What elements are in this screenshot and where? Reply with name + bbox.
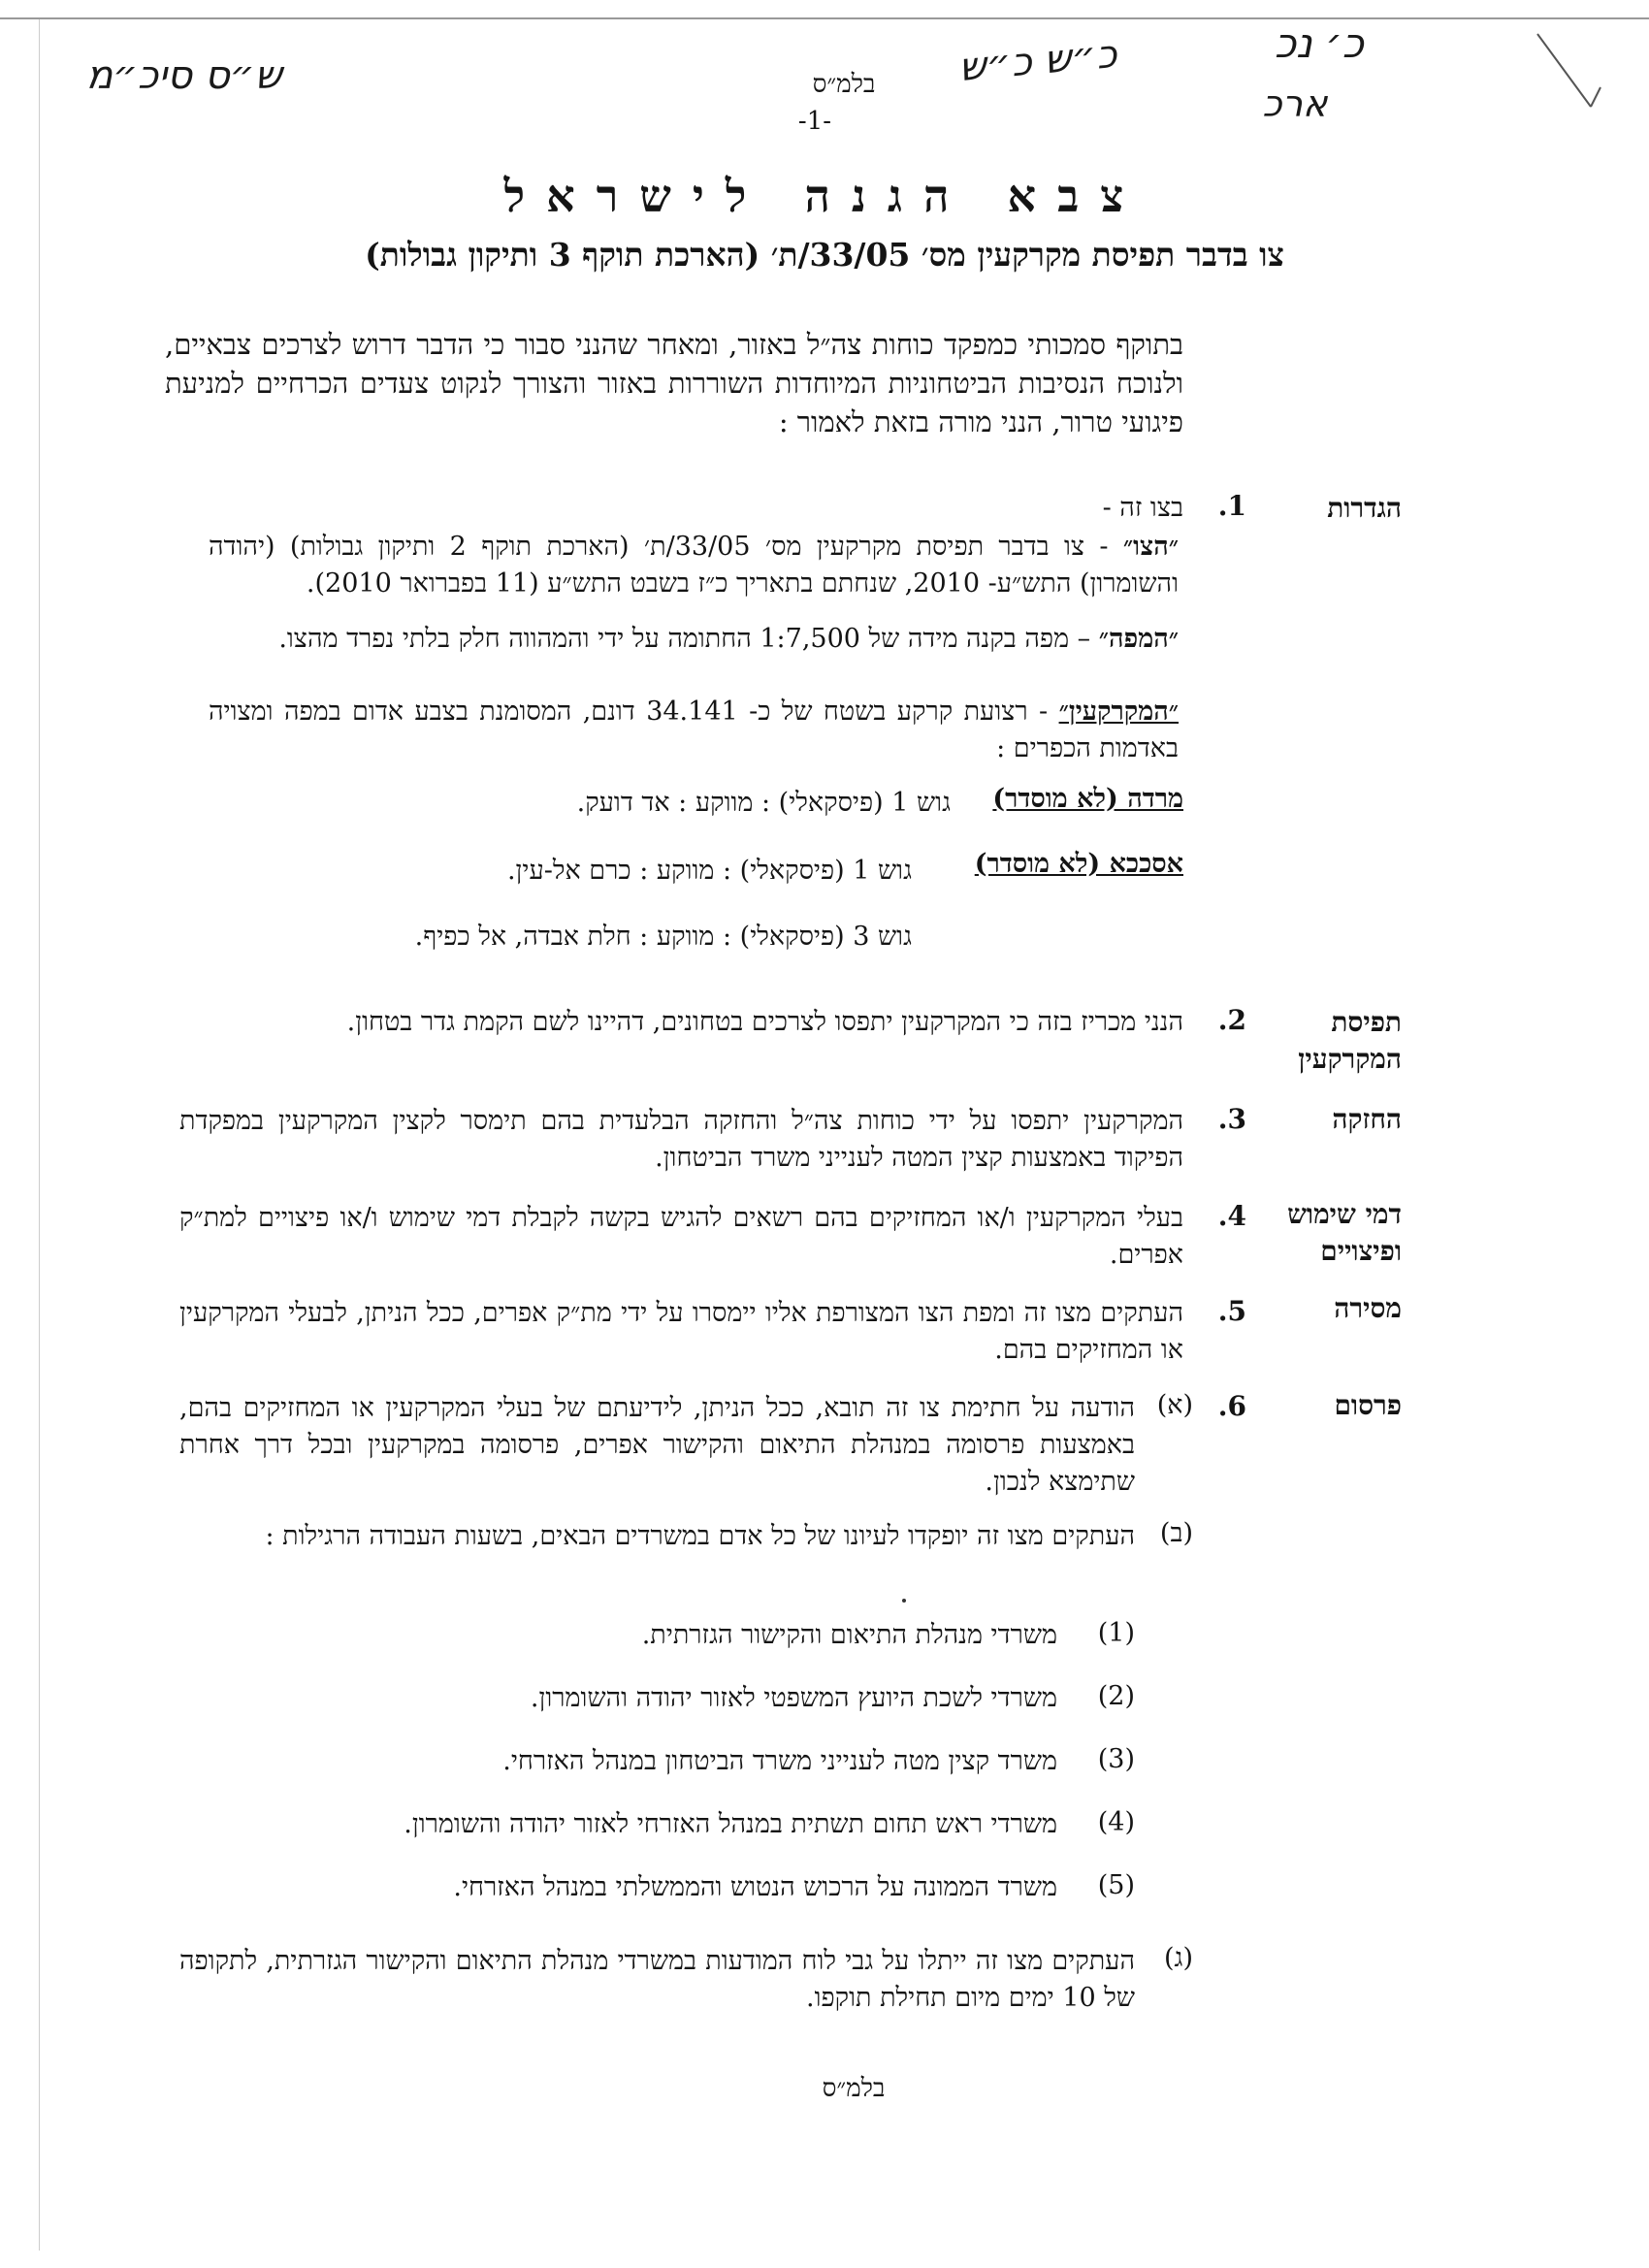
section-6b-text: העתקים מצו זה יופקדו לעיונו של כל אדם במשרדים הבאים, בשעות העבודה הרגילות : <box>265 1521 1135 1551</box>
preamble-paragraph: בתוקף סמכותי כמפקד כוחות צה״ל באזור, ומאחר שהנני סבור כי הדבר דרוש לצרכים צבאיים, ולנוכח הנסיבות הביטחוניות המיוחדות השוררות באזור והצורך לנקוט צעדים הכרחיים למניעת פיגועי טרור, הנני מורה בזאת לאמור : <box>165 328 1183 438</box>
village-marda-name: מרדה (לא מוסדר) <box>992 784 1183 814</box>
list-item-label: (1) <box>1097 1618 1135 1648</box>
scan-edge-left <box>39 19 40 2251</box>
list-item-label: (4) <box>1097 1807 1135 1837</box>
village-marda-detail: גוש 1 (פיסקאלי) : מווקע : אד דועק. <box>576 788 951 818</box>
handwritten-note-top-right-2: ארכ <box>1262 82 1328 125</box>
list-item-text: משרד קצין מטה לענייני משרד הביטחון במנהל האזרחי. <box>502 1746 1057 1776</box>
section-5-title: מסירה <box>1334 1292 1402 1324</box>
definition-land-term: ״המקרקעין״ <box>1058 697 1180 727</box>
list-item-label: (5) <box>1097 1870 1135 1900</box>
section-6c-text: העתקים מצו זה ייתלו על גבי לוח המודעות במשרדי מנהלת התיאום והקישור הגזרתית, לתקופה של 10 ימים מיום תחילת תוקפו. <box>179 1946 1135 2013</box>
section-1-intro: בצו זה - <box>1102 493 1183 523</box>
section-6a-label: (א) <box>1156 1390 1193 1420</box>
list-item-label: (3) <box>1097 1744 1135 1774</box>
section-6a-text: הודעה על חתימת צו זה תובא, ככל הניתן, לידיעתם של בעלי המקרקעין או המחזיקים בהם, באמצעות פרסומה במנהלת התיאום והקישור אפרים, פרסומה במקרקעין ובכל דרך אחרת שתימצא לנכון. <box>179 1393 1135 1497</box>
list-item-text: משרדי מנהלת התיאום והקישור הגזרתית. <box>641 1620 1057 1650</box>
section-6-title: פרסום <box>1334 1389 1402 1421</box>
handwritten-note-top-left: ש״ס סיכ״מ <box>86 53 282 98</box>
section-1-number: 1. <box>1217 490 1246 522</box>
definition-order <box>209 529 1179 602</box>
list-item-text: משרדי לשכת היועץ המשפטי לאזור יהודה והשומרון. <box>530 1683 1057 1713</box>
section-3-text: המקרקעין יתפסו על ידי כוחות צה״ל והחזקה הבלעדית בהם תימסר לקצין המקרקעין במפקדת הפיקוד באמצעות קצין המטה לענייני משרד הביטחון. <box>179 1106 1183 1173</box>
list-item-label: (2) <box>1097 1681 1135 1711</box>
handwritten-note-top-middle: כ״ש כ״ש <box>956 31 1119 91</box>
section-6b-label: (ב) <box>1159 1518 1193 1548</box>
section-4-number: 4. <box>1217 1200 1246 1232</box>
document-subtitle: צו בדבר תפיסת מקרקעין מס׳ 33/05/ת׳ (הארכת תוקף 3 ותיקון גבולות) <box>365 236 1284 274</box>
section-2-number: 2. <box>1217 1004 1246 1036</box>
pen-stroke-mark <box>1533 29 1610 126</box>
definition-land <box>209 694 1179 767</box>
definition-order-text: - צו בדבר תפיסת מקרקעין מס׳ 33/05/ת׳ (הארכת תוקף 2 ותיקון גבולות) (יהודה והשומרון) התש״ע- 2010, שנחתם בתאריך כ״ז בשבט התש״ע (11 בפברואר 2010). <box>209 532 1179 599</box>
handwritten-note-top-right-1: כ׳ נכ <box>1274 19 1365 67</box>
section-3-title: החזקה <box>1332 1103 1402 1135</box>
section-2-text: הנני מכריז בזה כי המקרקעין יתפסו לצרכים בטחונים, דהיינו לשם הקמת גדר בטחון. <box>346 1007 1183 1037</box>
header-classification: בלמ״ס <box>812 70 876 99</box>
section-5-number: 5. <box>1217 1295 1246 1327</box>
section-1-title: הגדרות <box>1327 492 1402 524</box>
section-3-number: 3. <box>1217 1103 1246 1135</box>
section-6c-label: (ג) <box>1164 1943 1193 1973</box>
section-4-text: בעלי המקרקעין ו/או המחזיקים בהם רשאים להגיש בקשה לקבלת דמי שימוש ו/או פיצויים למת״ק אפרים. <box>179 1203 1183 1270</box>
list-item-text: משרד הממונה על הרכוש הנטוש והממשלתי במנהל האזרחי. <box>453 1872 1057 1902</box>
header-page-number: -1- <box>797 107 832 136</box>
definition-map-term: ״המפה״ <box>1098 624 1179 654</box>
section-6-number: 6. <box>1217 1390 1246 1422</box>
village-iskaka-detail: גוש 1 (פיסקאלי) : מווקע : כרם אל-עין. <box>506 856 912 886</box>
list-item-text: משרדי ראש תחום תשתית במנהל האזרחי לאזור יהודה והשומרון. <box>404 1809 1057 1839</box>
definition-order-term: ״הצו״ <box>1122 532 1179 562</box>
definition-land-text: - רצועת קרקע בשטח של כ- 34.141 דונם, המסומנת בצבע אדום במפה ומצויה באדמות הכפרים : <box>209 697 1179 763</box>
village-block3-detail: גוש 3 (פיסקאלי) : מווקע : חלת אבדה, אל כפיף. <box>414 922 912 952</box>
document-title: צבא הגנה לישראל <box>503 170 1146 222</box>
village-iskaka-name: אסככא (לא מוסדר) <box>974 849 1183 879</box>
footer-classification: בלמ״ס <box>822 2074 886 2103</box>
definition-map-text: – מפה בקנה מידה של 1:7,500 החתומה על ידי והמהווה חלק בלתי נפרד מהצו. <box>278 624 1099 654</box>
pen-dot <box>902 1599 906 1603</box>
definition-map <box>209 621 1179 658</box>
section-5-text: העתקים מצו זה ומפת הצו המצורפת אליו יימסרו על ידי מת״ק אפרים, ככל הניתן, לבעלי המקרקעין או המחזיקים בהם. <box>179 1298 1183 1365</box>
section-2-title: תפיסת המקרקעין <box>1298 1006 1402 1075</box>
section-4-title: דמי שימוש ופיצויים <box>1287 1198 1402 1267</box>
